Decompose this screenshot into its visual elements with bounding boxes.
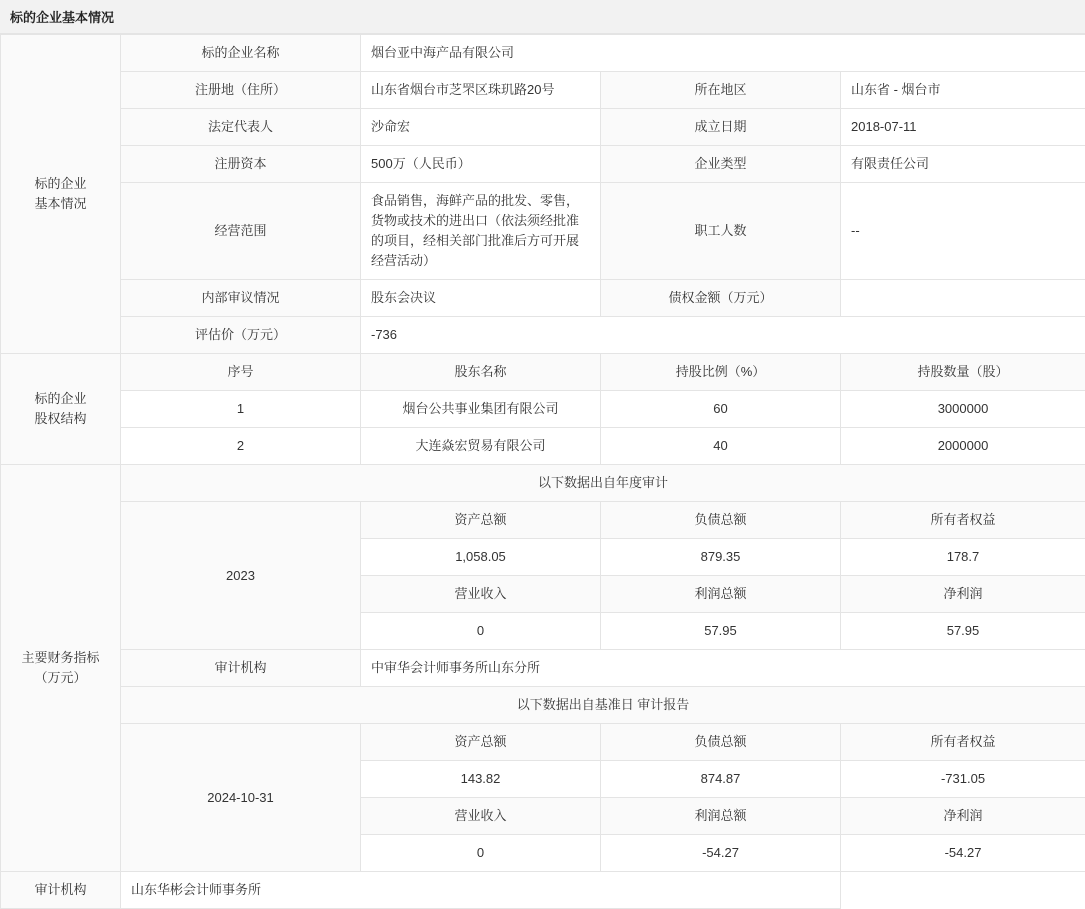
cell-net-profit-base: -54.27 (841, 835, 1085, 872)
row-group-equity-structure-line1: 标的企业 (11, 389, 110, 409)
table-row (1, 724, 1085, 761)
value-debt-amount (841, 280, 1085, 317)
annual-audit-note: 以下数据出自年度审计 (121, 465, 1085, 502)
column-header-owners-equity-base: 所有者权益 (841, 724, 1085, 761)
cell-total-assets-base: 143.82 (361, 761, 601, 798)
cell-shareholder-index: 2 (121, 428, 361, 465)
column-header-total-liabilities-annual: 负债总额 (601, 502, 841, 539)
row-group-equity-structure (1, 354, 121, 465)
value-staff-count: -- (841, 183, 1085, 280)
column-header-total-liabilities-base: 负债总额 (601, 724, 841, 761)
row-group-basic-info-line1: 标的企业 (11, 174, 110, 194)
column-header-share-ratio: 持股比例（%） (601, 354, 841, 391)
cell-total-profit-base: -54.27 (601, 835, 841, 872)
column-header-revenue-base: 营业收入 (361, 798, 601, 835)
value-business-scope: 食品销售，海鲜产品的批发、零售，货物或技术的进出口（依法须经批准的项目，经相关部门批准后方可开展经营活动） (361, 183, 601, 280)
table-row (1, 72, 1085, 109)
column-header-total-profit-base: 利润总额 (601, 798, 841, 835)
value-legal-representative: 沙命宏 (361, 109, 601, 146)
table-row (1, 872, 1085, 909)
base-period-label: 2024-10-31 (121, 724, 361, 872)
value-annual-auditor: 中审华会计师事务所山东分所 (361, 650, 1085, 687)
cell-total-assets-annual: 1,058.05 (361, 539, 601, 576)
table-row (1, 391, 1085, 428)
value-company-type: 有限责任公司 (841, 146, 1085, 183)
cell-owners-equity-annual: 178.7 (841, 539, 1085, 576)
label-region: 所在地区 (601, 72, 841, 109)
column-header-total-assets-base: 资产总额 (361, 724, 601, 761)
page-title: 标的企业基本情况 (0, 0, 1085, 34)
table-row (1, 502, 1085, 539)
row-group-basic-info (1, 35, 121, 354)
cell-total-liabilities-annual: 879.35 (601, 539, 841, 576)
value-registered-address: 山东省烟台市芝罘区珠玑路20号 (361, 72, 601, 109)
column-header-shareholder-name: 股东名称 (361, 354, 601, 391)
table-row (1, 183, 1085, 280)
cell-owners-equity-base: -731.05 (841, 761, 1085, 798)
base-date-audit-note: 以下数据出自基准日 审计报告 (121, 687, 1085, 724)
label-company-type: 企业类型 (601, 146, 841, 183)
table-row (1, 280, 1085, 317)
column-header-owners-equity-annual: 所有者权益 (841, 502, 1085, 539)
cell-shareholder-shares: 3000000 (841, 391, 1085, 428)
table-row (1, 650, 1085, 687)
row-group-equity-structure-line2: 股权结构 (11, 409, 110, 429)
value-region: 山东省 - 烟台市 (841, 72, 1085, 109)
label-found-date: 成立日期 (601, 109, 841, 146)
cell-shareholder-shares: 2000000 (841, 428, 1085, 465)
label-business-scope: 经营范围 (121, 183, 361, 280)
table-row (1, 465, 1085, 502)
column-header-total-profit-annual: 利润总额 (601, 576, 841, 613)
table-row (1, 354, 1085, 391)
label-annual-auditor: 审计机构 (121, 650, 361, 687)
cell-shareholder-name: 大连焱宏贸易有限公司 (361, 428, 601, 465)
label-legal-representative: 法定代表人 (121, 109, 361, 146)
table-row (1, 687, 1085, 724)
label-company-name: 标的企业名称 (121, 35, 361, 72)
cell-revenue-annual: 0 (361, 613, 601, 650)
label-base-auditor: 审计机构 (1, 872, 121, 909)
column-header-index: 序号 (121, 354, 361, 391)
column-header-net-profit-annual: 净利润 (841, 576, 1085, 613)
label-internal-review: 内部审议情况 (121, 280, 361, 317)
target-company-table (0, 34, 1085, 909)
cell-total-profit-annual: 57.95 (601, 613, 841, 650)
value-found-date: 2018-07-11 (841, 109, 1085, 146)
value-internal-review: 股东会决议 (361, 280, 601, 317)
cell-shareholder-ratio: 40 (601, 428, 841, 465)
row-group-financial-indicators-line1: 主要财务指标 (11, 648, 110, 668)
value-base-auditor: 山东华彬会计师事务所 (121, 872, 841, 909)
cell-shareholder-index: 1 (121, 391, 361, 428)
row-group-basic-info-line2: 基本情况 (11, 194, 110, 214)
label-debt-amount: 债权金额（万元） (601, 280, 841, 317)
cell-shareholder-ratio: 60 (601, 391, 841, 428)
table-row (1, 428, 1085, 465)
table-row (1, 146, 1085, 183)
annual-period-label: 2023 (121, 502, 361, 650)
table-row (1, 35, 1085, 72)
label-registered-capital: 注册资本 (121, 146, 361, 183)
row-group-financial-indicators (1, 465, 121, 872)
label-staff-count: 职工人数 (601, 183, 841, 280)
table-row (1, 317, 1085, 354)
label-registered-address: 注册地（住所） (121, 72, 361, 109)
cell-net-profit-annual: 57.95 (841, 613, 1085, 650)
column-header-total-assets-annual: 资产总额 (361, 502, 601, 539)
row-group-financial-indicators-line2: （万元） (11, 668, 110, 688)
column-header-share-count: 持股数量（股） (841, 354, 1085, 391)
label-appraisal-price: 评估价（万元） (121, 317, 361, 354)
table-row (1, 109, 1085, 146)
cell-shareholder-name: 烟台公共事业集团有限公司 (361, 391, 601, 428)
value-appraisal-price: -736 (361, 317, 1085, 354)
value-registered-capital: 500万（人民币） (361, 146, 601, 183)
cell-total-liabilities-base: 874.87 (601, 761, 841, 798)
cell-revenue-base: 0 (361, 835, 601, 872)
column-header-net-profit-base: 净利润 (841, 798, 1085, 835)
value-company-name: 烟台亚中海产品有限公司 (361, 35, 1085, 72)
column-header-revenue-annual: 营业收入 (361, 576, 601, 613)
